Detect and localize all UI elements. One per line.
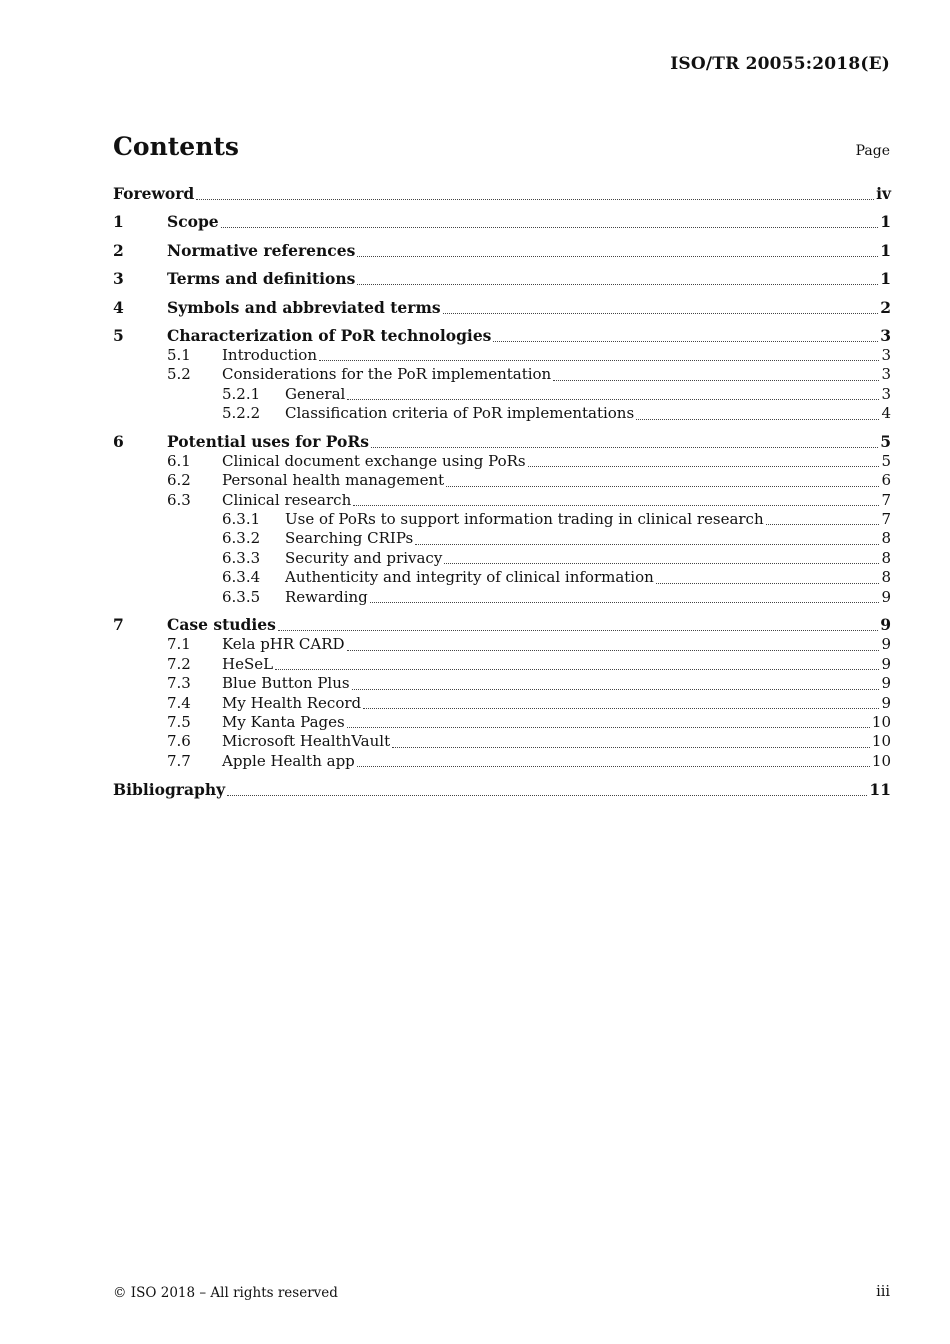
toc-entry-page: 9 [881, 693, 891, 712]
toc-dot-leader [656, 568, 880, 587]
toc-entry-title: Scope [167, 212, 219, 232]
toc-entry-number: 5.2.2 [222, 404, 261, 423]
toc-entry[interactable] [113, 404, 891, 423]
toc-entry-number: 1 [113, 212, 124, 232]
toc-dot-leader [370, 588, 880, 607]
toc-entry-number: 7.6 [167, 732, 191, 751]
toc-dot-leader [443, 298, 879, 318]
toc-entry[interactable] [113, 780, 891, 800]
toc-entry-page: 5 [881, 451, 891, 470]
toc-entry[interactable] [113, 615, 891, 635]
toc-dot-leader [636, 404, 879, 423]
toc-dot-leader [278, 615, 878, 635]
toc-entry[interactable] [113, 674, 891, 693]
toc-entry[interactable] [113, 471, 891, 490]
toc-dot-leader [352, 674, 880, 693]
toc-entry-title: Security and privacy [285, 548, 443, 567]
toc-entry-number: 7.5 [167, 712, 191, 731]
toc-entry-page: 8 [881, 529, 891, 548]
toc-entry-title: Classification criteria of PoR implementations [285, 404, 635, 423]
toc-entry-number: 6.3.4 [222, 568, 261, 587]
page-column-label: Page [855, 143, 890, 159]
toc-dot-leader [392, 732, 870, 751]
toc-dot-leader [347, 385, 879, 404]
toc-entry-title: Clinical document exchange using PoRs [222, 451, 526, 470]
toc-dot-leader [446, 471, 879, 490]
toc-entry-title: Microsoft HealthVault [222, 732, 391, 751]
toc-entry-page: 9 [881, 635, 891, 654]
toc-entry-page: 9 [881, 674, 891, 693]
toc-entry-title: Symbols and abbreviated terms [167, 297, 441, 317]
toc-dot-leader [363, 694, 879, 713]
toc-entry-page: 3 [881, 384, 891, 403]
toc-entry-title: Foreword [113, 184, 195, 203]
toc-entry-number: 5.2 [167, 365, 191, 384]
toc-entry-page: 8 [881, 548, 891, 567]
toc-entry-number: 6.3.2 [222, 529, 261, 548]
toc-entry-number: 6.2 [167, 471, 191, 490]
toc-entry-number: 7.1 [167, 635, 191, 654]
toc-dot-leader [275, 655, 879, 674]
toc-entry-page: iv [876, 184, 891, 203]
toc-entry-page: 2 [880, 297, 891, 317]
toc-entry-page: 9 [880, 615, 891, 635]
toc-entry[interactable] [113, 326, 891, 346]
toc-dot-leader [221, 212, 879, 232]
toc-entry-page: 3 [880, 325, 891, 345]
toc-entry-number: 4 [113, 297, 124, 317]
toc-entry-number: 6.3.3 [222, 548, 261, 567]
toc-entry-number: 7.4 [167, 693, 191, 712]
toc-entry-page: 3 [881, 365, 891, 384]
toc-entry-number: 7.3 [167, 674, 191, 693]
toc-entry[interactable] [113, 655, 891, 674]
toc-entry[interactable] [113, 732, 891, 751]
toc-entry-title: My Health Record [222, 693, 362, 712]
toc-entry-number: 2 [113, 240, 124, 260]
toc-entry-page: 10 [871, 751, 891, 770]
toc-entry-page: 1 [880, 269, 891, 289]
toc-entry-title: General [285, 384, 346, 403]
toc-entry[interactable] [113, 588, 891, 607]
toc-entry[interactable] [113, 346, 891, 365]
toc-entry-number: 6.3.5 [222, 587, 261, 606]
toc-dot-leader [227, 780, 867, 800]
toc-entry[interactable] [113, 212, 891, 232]
toc-entry[interactable] [113, 184, 891, 204]
table-of-contents [113, 184, 891, 800]
toc-entry-title: HeSeL [222, 654, 274, 673]
toc-entry-title: Introduction [222, 345, 317, 364]
toc-dot-leader [353, 491, 879, 510]
toc-entry-title: Blue Button Plus [222, 674, 350, 693]
toc-entry-number: 5.1 [167, 345, 191, 364]
toc-entry-title: Case studies [167, 615, 276, 635]
toc-dot-leader [347, 713, 870, 732]
toc-dot-leader [415, 529, 879, 548]
toc-entry-number: 5.2.1 [222, 384, 261, 403]
toc-entry[interactable] [113, 635, 891, 654]
toc-entry-page: 4 [881, 404, 891, 423]
toc-entry-title: Searching CRIPs [285, 529, 414, 548]
toc-entry-number: 6.3.1 [222, 510, 261, 529]
toc-entry[interactable] [113, 549, 891, 568]
toc-dot-leader [371, 432, 878, 452]
toc-entry[interactable] [113, 529, 891, 548]
toc-entry-title: Rewarding [285, 587, 368, 606]
toc-dot-leader [528, 452, 880, 471]
toc-entry[interactable] [113, 713, 891, 732]
toc-entry[interactable] [113, 241, 891, 261]
toc-entry-page: 6 [881, 471, 891, 490]
toc-entry-page: 10 [871, 732, 891, 751]
toc-entry-page: 1 [880, 240, 891, 260]
toc-entry[interactable] [113, 432, 891, 452]
toc-entry-number: 5 [113, 325, 124, 345]
toc-entry[interactable] [113, 385, 891, 404]
toc-entry-title: Terms and definitions [167, 269, 356, 289]
toc-entry-number: 7.2 [167, 654, 191, 673]
toc-entry-page: 7 [881, 510, 891, 529]
toc-entry-title: Clinical research [222, 490, 352, 509]
toc-entry-title: Potential uses for PoRs [167, 431, 369, 451]
toc-dot-leader [196, 184, 874, 204]
toc-entry-page: 9 [881, 587, 891, 606]
footer-page-number: iii [876, 1284, 890, 1300]
toc-entry[interactable] [113, 694, 891, 713]
toc-entry[interactable] [113, 568, 891, 587]
toc-entry-number: 6.1 [167, 451, 191, 470]
toc-entry-page: 11 [869, 779, 891, 799]
toc-entry-title: Personal health management [222, 471, 445, 490]
toc-entry-page: 8 [881, 568, 891, 587]
page-title: Contents [113, 132, 240, 161]
toc-entry[interactable] [113, 298, 891, 318]
toc-entry-page: 3 [881, 345, 891, 364]
toc-entry-title: My Kanta Pages [222, 712, 345, 731]
toc-dot-leader [493, 326, 878, 346]
toc-entry-page: 7 [881, 490, 891, 509]
toc-dot-leader [553, 365, 879, 384]
toc-entry-page: 5 [880, 431, 891, 451]
toc-entry-number: 7 [113, 615, 124, 635]
toc-entry-title: Apple Health app [222, 751, 355, 770]
toc-entry-title: Bibliography [113, 779, 226, 799]
toc-dot-leader [357, 752, 870, 771]
toc-entry-page: 10 [871, 712, 891, 731]
toc-dot-leader [766, 510, 880, 529]
toc-entry-page: 1 [880, 212, 891, 232]
toc-dot-leader [444, 549, 879, 568]
toc-entry[interactable] [113, 365, 891, 384]
toc-entry-title: Normative references [167, 240, 356, 260]
toc-dot-leader [357, 269, 878, 289]
toc-entry-title: Use of PoRs to support information trading in clinical research [285, 510, 764, 529]
toc-dot-leader [319, 346, 879, 365]
toc-entry-number: 3 [113, 269, 124, 289]
toc-entry-title: Authenticity and integrity of clinical information [285, 568, 654, 587]
toc-entry-title: Characterization of PoR technologies [167, 325, 492, 345]
toc-entry-number: 7.7 [167, 751, 191, 770]
toc-dot-leader [357, 241, 878, 261]
toc-entry[interactable] [113, 269, 891, 289]
toc-entry-number: 6.3 [167, 490, 191, 509]
toc-entry-page: 9 [881, 654, 891, 673]
toc-entry[interactable] [113, 452, 891, 471]
toc-entry-title: Kela pHR CARD [222, 635, 345, 654]
toc-entry[interactable] [113, 510, 891, 529]
toc-entry-title: Considerations for the PoR implementation [222, 365, 552, 384]
footer-copyright: © ISO 2018 – All rights reserved [113, 1285, 338, 1301]
toc-dot-leader [347, 635, 880, 654]
toc-entry-number: 6 [113, 431, 124, 451]
document-id: ISO/TR 20055:2018(E) [670, 54, 890, 74]
toc-entry[interactable] [113, 752, 891, 771]
toc-entry[interactable] [113, 491, 891, 510]
